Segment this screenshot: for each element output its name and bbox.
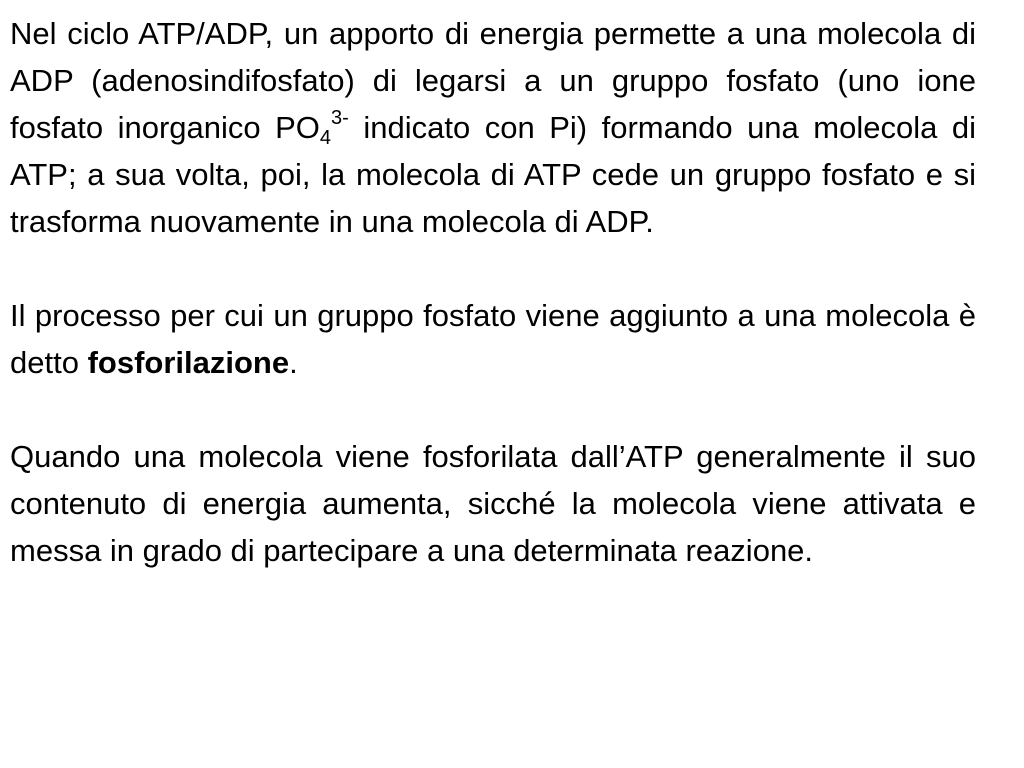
paragraph-spacer bbox=[10, 245, 976, 292]
paragraph-text: . bbox=[289, 345, 298, 380]
paragraph-energy-activation bbox=[10, 433, 976, 574]
paragraph-text: Il processo per cui un gruppo fosfato viene aggiunto a una molecola è detto bbox=[10, 298, 976, 380]
superscript-charge: 3- bbox=[331, 107, 349, 129]
subscript-4: 4 bbox=[319, 127, 332, 149]
paragraph-text: Nel ciclo ATP/ADP, un apporto di energia permette a una molecola di ADP (adenosindifosfato) di legarsi a un gruppo fosfato (uno ione fosfato inorganico PO bbox=[10, 16, 976, 145]
paragraph-atp-adp-cycle bbox=[10, 10, 976, 245]
paragraph-text: Quando una molecola viene fosforilata dall’ATP generalmente il suo contenuto di energia aumenta, sicché la molecola viene attivata e messa in grado di partecipare a una determinata reazione. bbox=[10, 439, 976, 568]
bold-term: fosforilazione bbox=[87, 345, 290, 380]
paragraph-spacer bbox=[10, 386, 976, 433]
paragraph-phosphorylation bbox=[10, 292, 976, 386]
slide-content bbox=[10, 10, 976, 574]
paragraph-text: indicato con Pi) formando una molecola di ATP; a sua volta, poi, la molecola di ATP cede un gruppo fosfato e si trasforma nuovamente in una molecola di ADP. bbox=[10, 110, 976, 239]
